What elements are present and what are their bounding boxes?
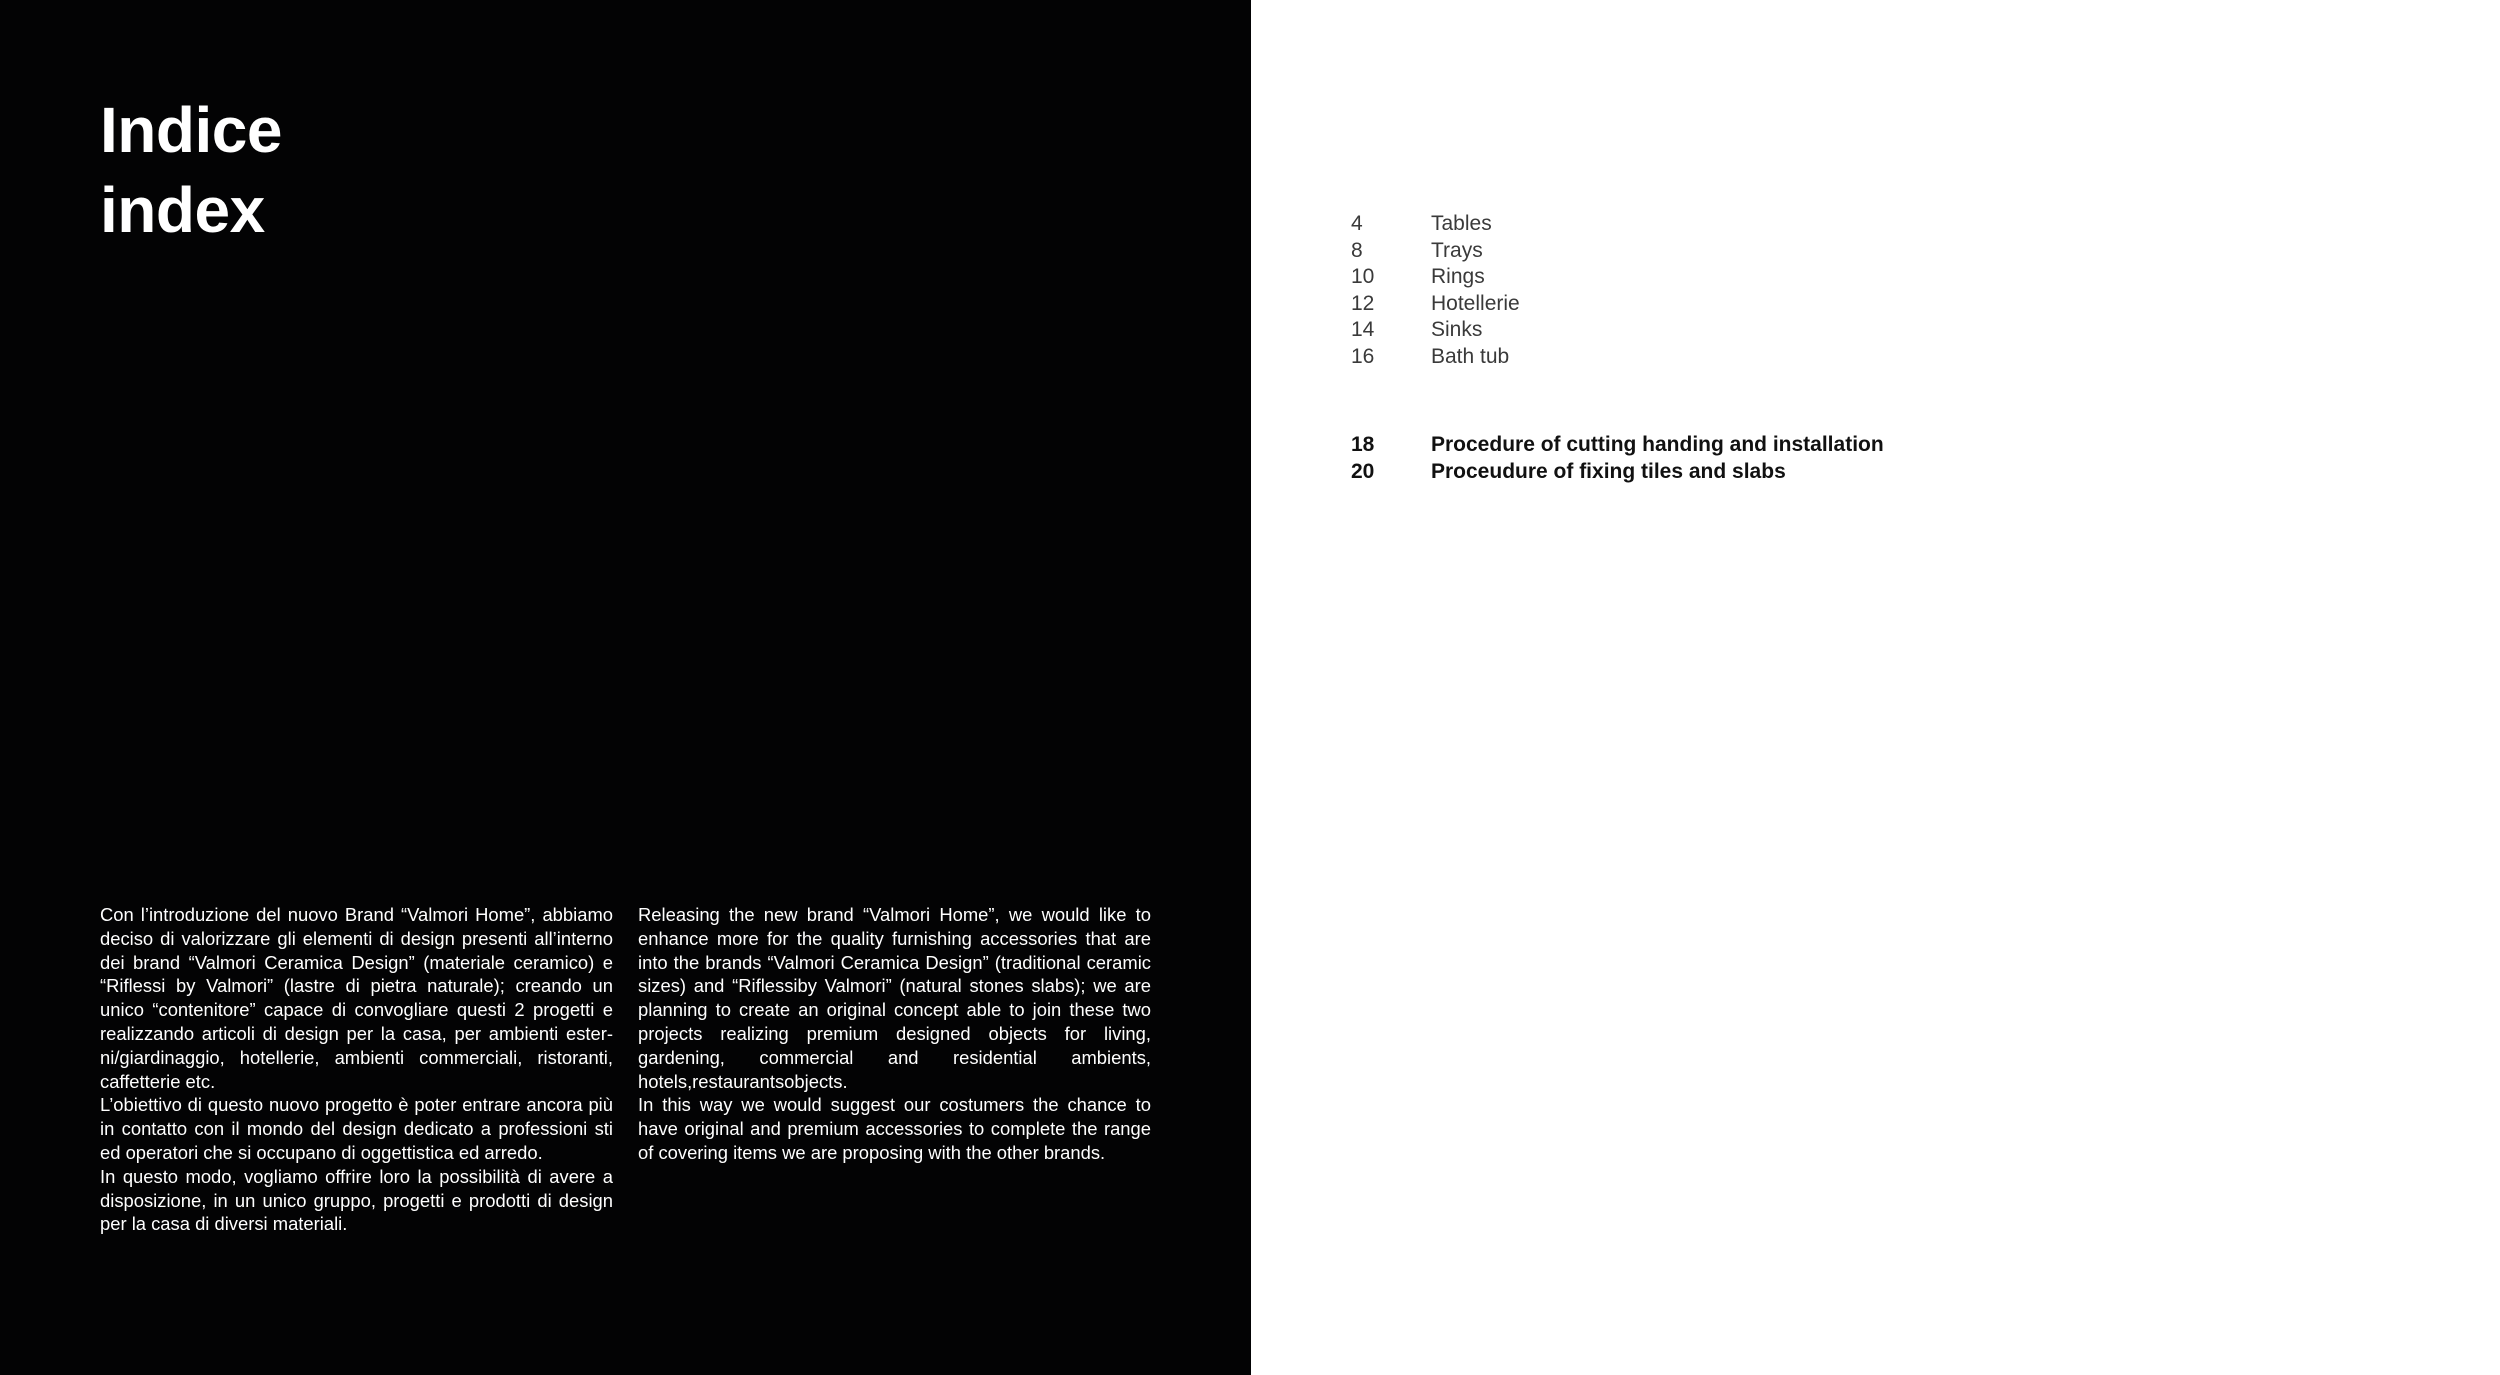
toc-page-number: 16 [1351,344,1375,368]
toc-label: Rings [1431,265,1485,289]
toc-label: Procedure of cutting handing and installation [1431,433,1884,456]
intro-italian-paragraph: Con l’introduzione del nuovo Brand “Valmori Home”, abbiamo deciso di valorizzare gli elementi di design presenti all’interno dei brand “Valmori Ceramica Design” (materiale ceramico) e “Riflessi by Valmori” (lastre di pietra naturale); creando un unico “contenitore” capace di convogliare questi 2 progetti e realizzando articoli di design per la casa, per ambienti esterni/giardinaggio, hotellerie, ambienti commerciali, ristoranti, caffetterie etc. [100,904,613,1092]
toc-entry-bath-tub[interactable] [1351,344,1520,371]
toc-page-number: 14 [1351,318,1375,342]
toc-label: Bath tub [1431,344,1510,368]
right-page [1251,0,2500,1375]
toc-entry-hotellerie[interactable] [1351,291,1520,318]
intro-italian-paragraph: L’obiettivo di questo nuovo progetto è poter entrare ancora più in contatto con il mondo del design dedicato a professioni sti ed operatori che si occupano di oggettistica ed arredo. [100,1094,613,1163]
intro-english [638,903,1151,1165]
toc-label: Proceudure of fixing tiles and slabs [1431,459,1786,483]
toc-page-number: 12 [1351,291,1375,315]
intro-english-paragraph: Releasing the new brand “Valmori Home”, we would like to enhance more for the quality furnishing accessories that are into the brands “Valmori Ceramica Design” (traditional ceramic sizes) and “Riflessiby Valmori” (natural stones slabs); we are planning to create an original concept able to join these two projects realizing premium designed objects for living, gardening, commercial and residential ambients, hotels,restaurantsobjects. [638,904,1151,1092]
toc-procedures [1351,432,1884,485]
title-italian: Indice [100,94,282,166]
intro-italian [100,903,613,1236]
table-of-contents [1351,211,1520,371]
toc-label: Sinks [1431,318,1483,342]
toc-entry-tables[interactable] [1351,211,1520,238]
toc-entry-sinks[interactable] [1351,317,1520,344]
intro-english-paragraph: In this way we would suggest our costumers the chance to have original and premium accessories to complete the range of covering items we are proposing with the other brands. [638,1094,1151,1163]
toc-page-number: 10 [1351,265,1375,289]
toc-label: Hotellerie [1431,291,1520,315]
toc-page-number: 20 [1351,459,1375,483]
intro-italian-paragraph: In questo modo, vogliamo offrire loro la possibilità di avere a disposizione, in un unico gruppo, progetti e prodotti di design per la casa di diversi materiali. [100,1165,613,1235]
page-title [100,90,282,250]
toc-page-number: 18 [1351,433,1375,456]
toc-label: Tables [1431,212,1492,235]
toc-page-number: 4 [1351,212,1363,235]
toc-entry-rings[interactable] [1351,264,1520,291]
toc-label: Trays [1431,238,1483,262]
toc-entry-cutting-procedure[interactable] [1351,432,1884,459]
toc-entry-fixing-procedure[interactable] [1351,459,1884,486]
toc-page-number: 8 [1351,238,1363,262]
toc-entry-trays[interactable] [1351,238,1520,265]
title-english: index [100,174,265,246]
